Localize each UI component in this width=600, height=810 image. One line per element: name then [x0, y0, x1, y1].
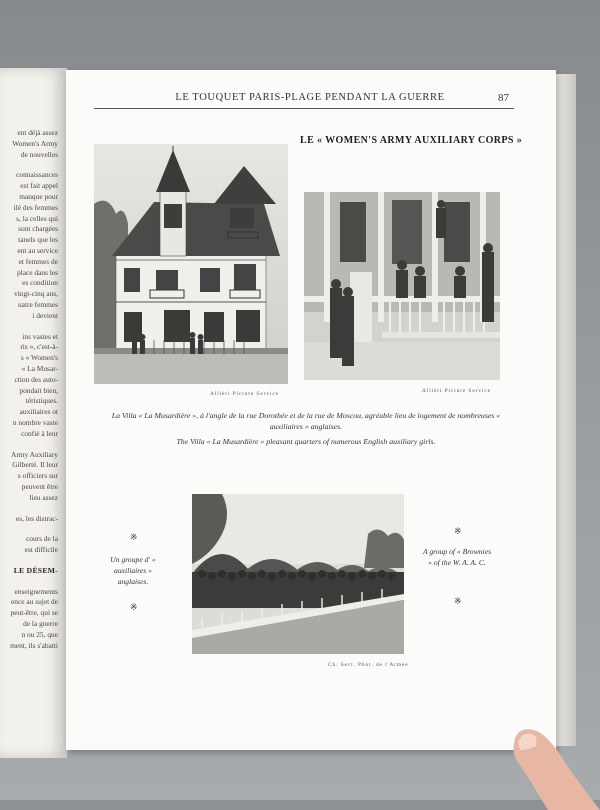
- left-page-line: i devient: [32, 310, 58, 320]
- left-page-line: connaissances: [16, 170, 58, 180]
- left-page-line: s officiers sur: [17, 471, 58, 481]
- left-page-line: peuvent être: [21, 481, 58, 491]
- left-page-line: ilé des femmes: [13, 202, 58, 212]
- left-page-line: [0, 160, 58, 170]
- left-page-line: Gilberté. Il leur: [12, 460, 58, 470]
- photo-credit-1: Alliéri Picture Service: [210, 391, 279, 397]
- left-page-line: ins vastes et: [22, 331, 58, 341]
- caption-english: The Villa « La Musardière » pleasant quarters of numerous English auxiliary girls.: [176, 437, 436, 446]
- left-page-line: est difficile: [24, 545, 58, 555]
- header-rule: [94, 108, 514, 109]
- left-page-line: manque pour: [19, 191, 58, 201]
- caption-french: La Villa « La Musardière », à l'angle de la rue Dorothée et de la rue de Moscou, agréable lieu de logement de nombreuses « auxiliaires » anglaises.: [111, 411, 501, 431]
- left-page-line: ence au sujet de: [11, 597, 58, 607]
- left-page-line: [0, 577, 58, 587]
- left-page-line: tanels que les: [18, 235, 58, 245]
- left-page-line: et femmes de: [18, 256, 58, 266]
- left-page-line: ment, ils s'abatti: [10, 640, 58, 650]
- section-title: LE « WOMEN'S ARMY AUXILIARY CORPS »: [300, 135, 523, 146]
- left-page-line: LE DÉSEM-: [13, 565, 58, 575]
- left-page-line: ction des auto-: [14, 374, 58, 384]
- group-photo: [192, 494, 404, 654]
- left-side-caption: Un groupe d' « auxiliaires » anglaises.: [110, 555, 156, 586]
- left-page-line: place dans les: [16, 267, 58, 277]
- left-page-line: enseignements: [14, 586, 58, 596]
- left-page: [0, 68, 67, 758]
- right-page: [66, 70, 556, 750]
- left-page-line: auxiliaires ot: [19, 407, 58, 417]
- left-page-line: pondait bien,: [19, 385, 58, 395]
- left-page-line: de la guerre: [23, 619, 58, 629]
- running-head: LE TOUQUET PARIS-PLAGE PENDANT LA GUERRE: [175, 92, 445, 103]
- left-page-line: vingt-cinq ans,: [14, 289, 58, 299]
- left-page-line: confié à leur: [21, 428, 58, 438]
- left-page-line: « La Musar-: [21, 363, 58, 373]
- photo-credit-2: Alliéri Picture Service: [422, 388, 491, 394]
- fleuron-ornament: ※: [130, 602, 138, 612]
- fleuron-ornament: ※: [454, 596, 462, 606]
- photo-credit-3: Ch. Sect. Phot. de l'Armée: [328, 662, 409, 668]
- villa-photo: [94, 144, 288, 384]
- fleuron-ornament: ※: [454, 526, 462, 536]
- left-page-line: ent déjà assez: [17, 128, 58, 137]
- left-page-line: s, la celles qui: [16, 213, 58, 223]
- left-page-line: es, les distrac-: [15, 513, 58, 523]
- left-page-line: n ou 25, que: [21, 629, 58, 639]
- left-page-line: lieu assez: [29, 492, 58, 502]
- page-stack-edge: [556, 74, 576, 746]
- left-page-text: [0, 128, 66, 651]
- left-page-line: n nombre vaste: [12, 417, 58, 427]
- left-page-line: es condition: [22, 278, 58, 288]
- left-page-line: téristiques.: [25, 396, 58, 406]
- left-page-line: [0, 322, 58, 332]
- left-page-line: Women's Army: [12, 138, 58, 148]
- right-side-caption: A group of « Brownies » of the W. A. A. C.: [422, 547, 492, 567]
- left-page-line: [0, 524, 58, 534]
- porch-photo: [304, 192, 500, 380]
- left-page-line: s « Women's: [20, 353, 58, 363]
- fleuron-ornament: ※: [130, 532, 138, 542]
- left-page-line: [0, 504, 58, 514]
- left-page-line: de nouvelles: [20, 149, 58, 159]
- left-page-line: ris », c'est-à-: [20, 342, 58, 352]
- left-page-line: peut-être, qui se: [10, 608, 58, 618]
- left-page-line: est fait appel: [20, 181, 58, 191]
- finger-photo-artifact: [508, 720, 600, 810]
- left-page-line: uatre femmes: [17, 299, 58, 309]
- left-page-line: [0, 440, 58, 450]
- left-page-line: [0, 556, 58, 566]
- left-page-line: Army Auxiliary: [10, 449, 58, 459]
- left-page-line: sont chargées: [18, 224, 58, 234]
- left-page-line: cours de la: [25, 534, 58, 544]
- left-page-line: ent au service: [17, 245, 58, 255]
- page-number: 87: [498, 92, 509, 104]
